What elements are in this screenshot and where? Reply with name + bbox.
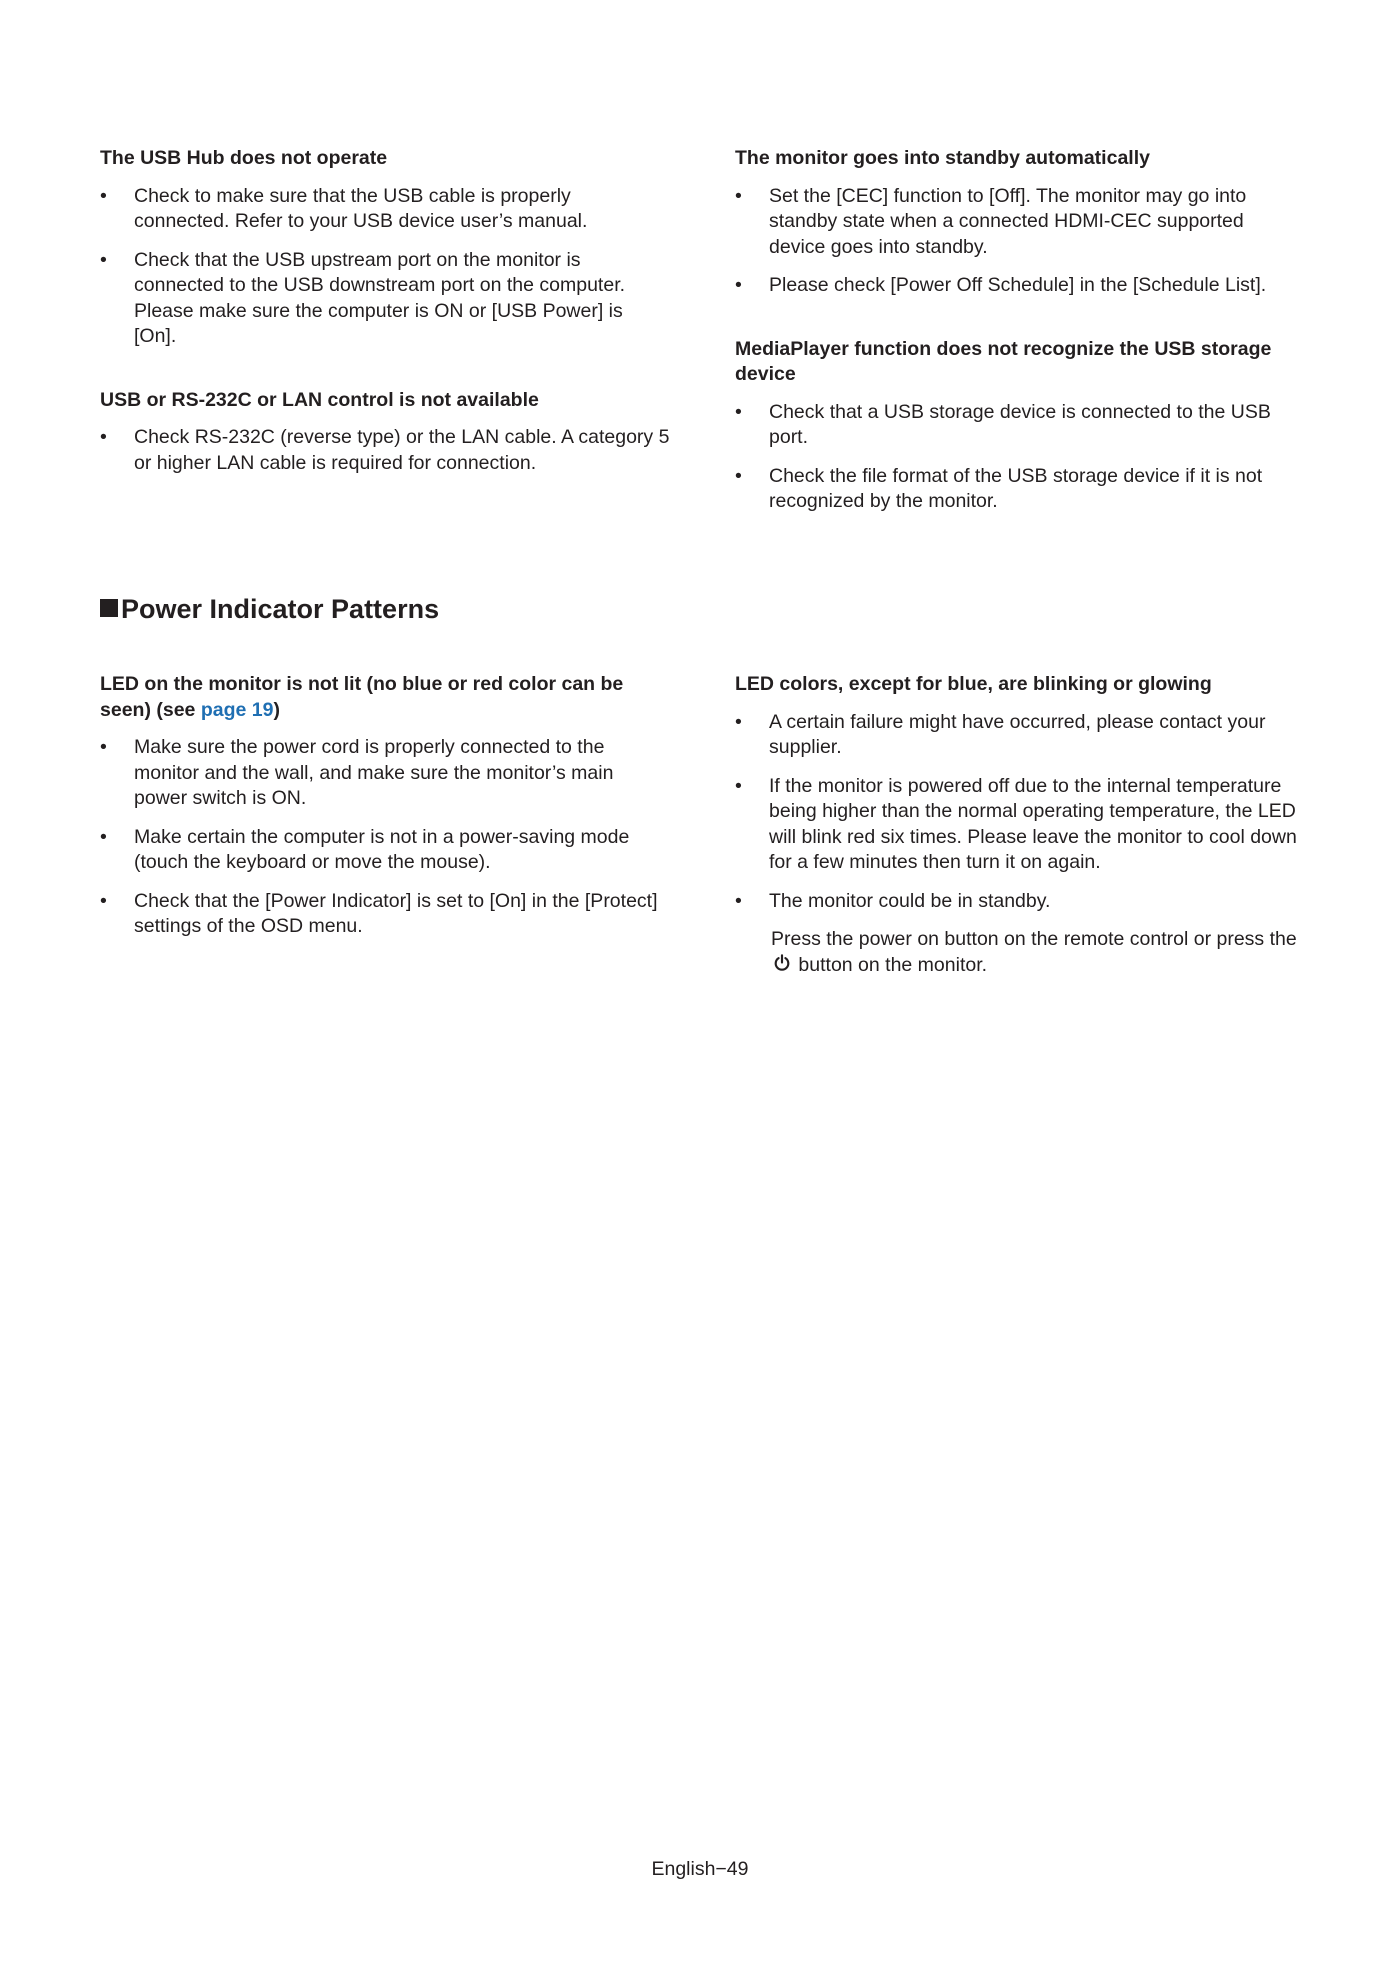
heading-text: LED on the monitor is not lit (no blue or red color can be seen) (see <box>100 673 624 721</box>
list-item-text: Please check [Power Off Schedule] in the [Schedule List]. <box>769 274 1267 296</box>
list-item <box>735 774 1305 876</box>
list-item-text: Check that the [Power Indicator] is set to [On] in the [Protect] settings of the OSD menu. <box>134 889 658 937</box>
bullet: • <box>735 889 742 912</box>
mediaplayer-section <box>735 337 1305 515</box>
section-title <box>100 592 439 626</box>
bullet: • <box>100 736 107 758</box>
page-link[interactable]: page 19 <box>200 698 274 721</box>
list-item <box>735 889 1305 915</box>
list-item <box>735 400 1305 451</box>
list-item-text: Check the file format of the USB storage device if it is not recognized by the monitor. <box>769 464 1263 512</box>
black-square-icon <box>100 599 118 617</box>
list-item <box>735 710 1305 761</box>
heading-text-end: ) <box>273 698 280 721</box>
control-heading: USB or RS-232C or LAN control is not available <box>100 388 539 411</box>
bullet: • <box>735 710 742 733</box>
page-number: English−49 <box>651 1858 749 1880</box>
list-item-text: The monitor could be in standby. <box>769 889 1051 912</box>
list-item-text: Check RS-232C (reverse type) or the LAN cable. A category 5 or higher LAN cable is required for connection. <box>134 426 670 474</box>
list-item <box>735 464 1305 515</box>
led-blinking-heading: LED colors, except for blue, are blinking or glowing <box>735 673 1212 695</box>
list-item-text: Check that a USB storage device is connected to the USB port. <box>769 400 1271 448</box>
list-item <box>100 889 670 940</box>
top-right-column <box>735 146 1305 528</box>
standby-heading: The monitor goes into standby automatically <box>735 147 1150 169</box>
list-item-text: Check that the USB upstream port on the monitor is connected to the USB downstream port on the computer. Please make sure the computer is ON or [USB Power] is [On]. <box>134 248 626 347</box>
bullet: • <box>735 774 742 797</box>
note-text: Press the power on button on the remote control or press the <box>771 928 1297 950</box>
standby-section <box>735 146 1305 299</box>
top-left-column <box>100 146 670 489</box>
list-item <box>100 184 670 235</box>
bullet: • <box>735 274 742 296</box>
bullet: • <box>735 400 742 423</box>
bullet: • <box>735 464 742 487</box>
control-section <box>100 388 670 477</box>
note-text-end: button on the monitor. <box>793 953 988 976</box>
section-title-text: Power Indicator Patterns <box>121 594 440 624</box>
list-item-text: Make sure the power cord is properly connected to the monitor and the wall, and make sure the monitor’s main power switch is ON. <box>134 736 614 809</box>
list-item <box>100 248 670 350</box>
bullet: • <box>100 184 107 207</box>
mediaplayer-heading: MediaPlayer function does not recognize the USB storage device <box>735 337 1272 385</box>
bullet: • <box>735 184 742 207</box>
standby-note <box>735 927 1305 978</box>
bullet: • <box>100 889 107 912</box>
led-not-lit-heading <box>100 672 670 723</box>
list-item-text: A certain failure might have occurred, please contact your supplier. <box>769 710 1266 758</box>
list-item-text: If the monitor is powered off due to the internal temperature being higher than the normal operating temperature, the LED will blink red six times. Please leave the monitor to cool down for a few minutes then turn it on again. <box>769 774 1297 873</box>
usb-hub-heading: The USB Hub does not operate <box>100 147 388 169</box>
list-item-text: Check to make sure that the USB cable is properly connected. Refer to your USB device user’s manual. <box>134 184 588 232</box>
list-item <box>100 735 670 812</box>
list-item <box>735 184 1305 261</box>
list-item <box>100 825 670 876</box>
usb-hub-section <box>100 146 670 350</box>
power-right-column <box>735 672 1305 978</box>
list-item-text: Set the [CEC] function to [Off]. The monitor may go into standby state when a connected HDMI-CEC supported device goes into standby. <box>769 184 1247 258</box>
list-item <box>735 273 1305 299</box>
list-item-text: Make certain the computer is not in a power-saving mode (touch the keyboard or move the mouse). <box>134 825 630 873</box>
bullet: • <box>100 825 107 848</box>
bullet: • <box>100 426 107 448</box>
list-item <box>100 425 670 476</box>
bullet: • <box>100 248 107 271</box>
power-left-column <box>100 672 670 953</box>
power-icon <box>773 954 791 972</box>
